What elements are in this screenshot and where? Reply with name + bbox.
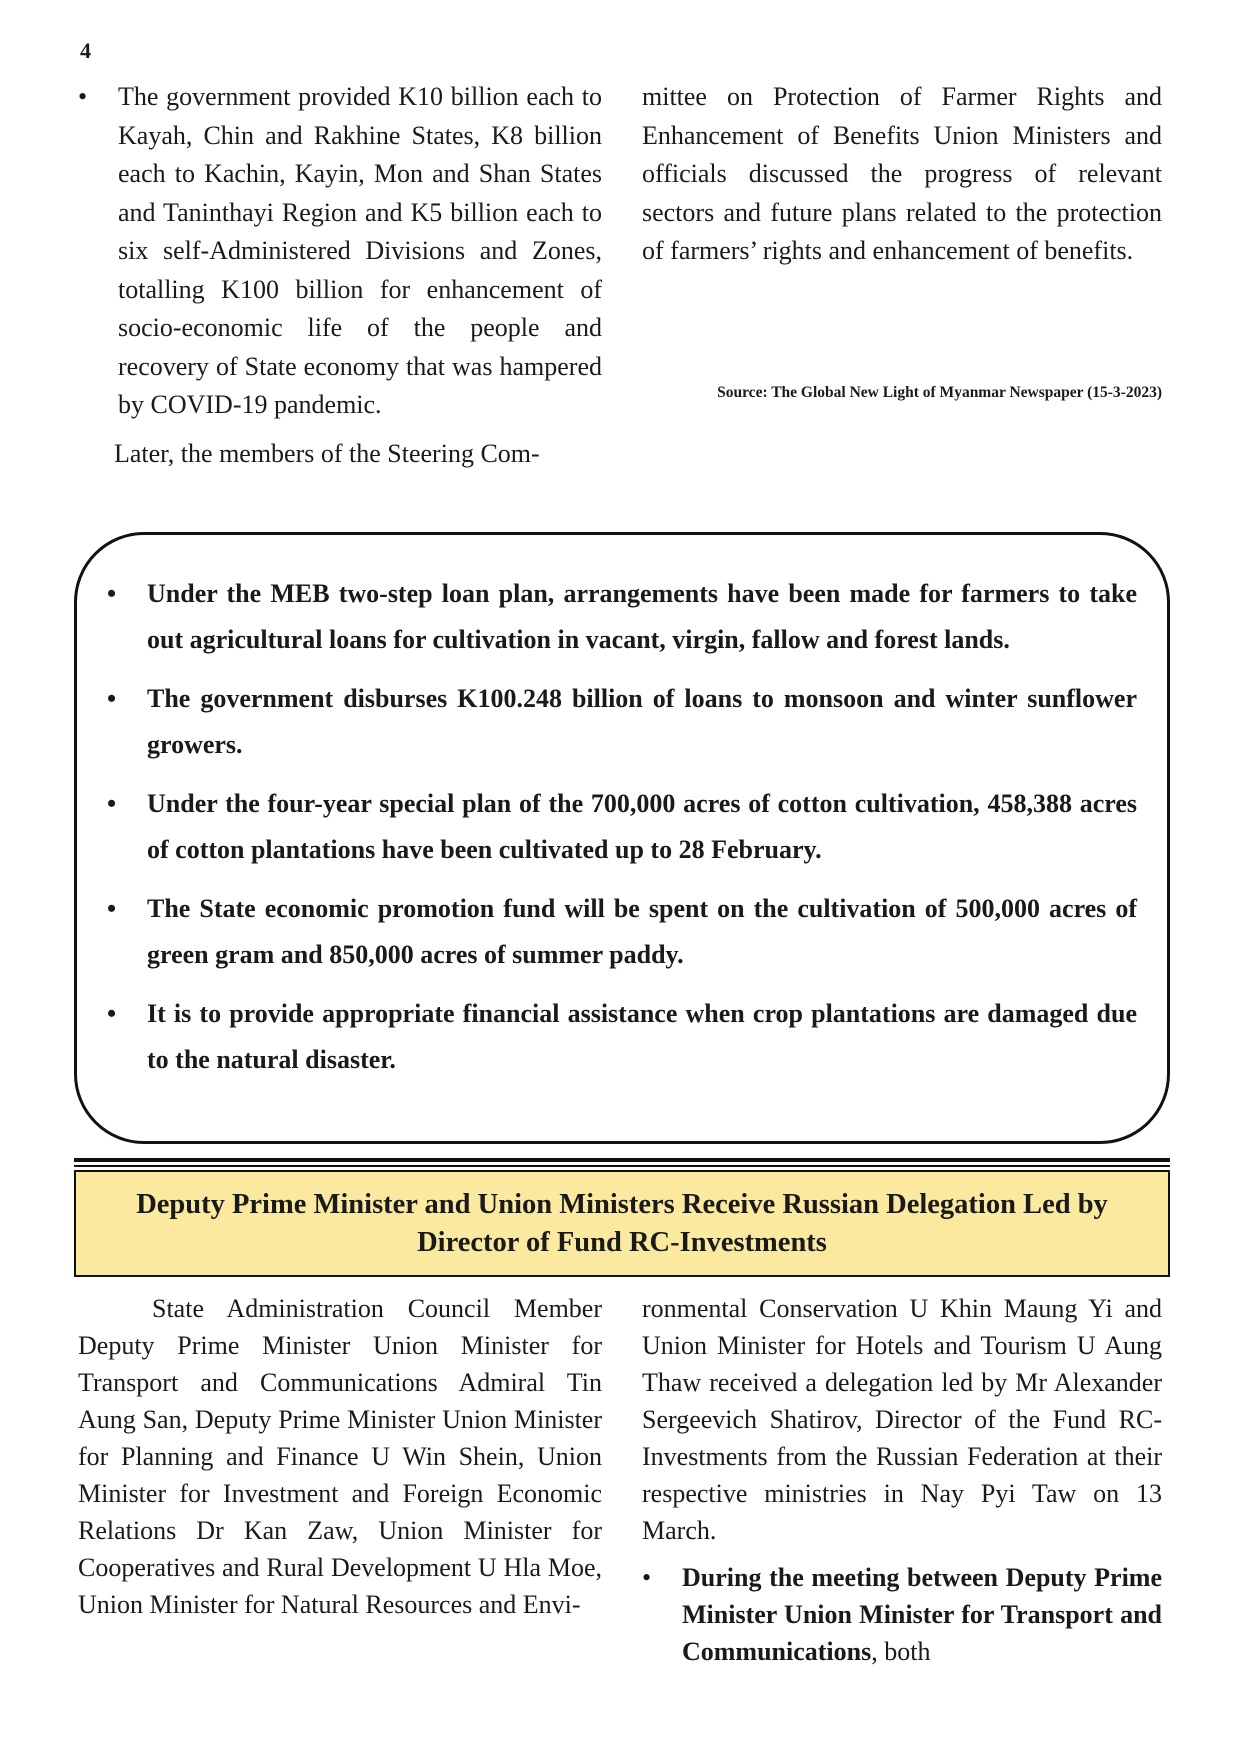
article1-left-column xyxy=(78,78,602,473)
article2-bullet xyxy=(642,1559,1162,1670)
article2-headline-box xyxy=(74,1170,1170,1277)
highlight-item: • The government disburses K100.248 billion of loans to monsoon and winter sunflower growers. xyxy=(107,676,1137,768)
article2-headline: Deputy Prime Minister and Union Ministers Receive Russian Delegation Led by Director of Fund RC-Investments xyxy=(136,1188,1108,1258)
article1-right-column xyxy=(642,78,1162,271)
article2-paragraph-left: State Administration Council Member Deputy Prime Minister Union Minister for Transport and Communications Admiral Tin Aung San, Deputy Prime Minister Union Minister for Planning and Finance U Win Shein, Union Minister for Investment and Foreign Economic Relations Dr Kan Zaw, Union Minister for Cooperatives and Rural Development U Hla Moe, Union Minister for Natural Resources and Envi- xyxy=(78,1294,602,1619)
section-divider-thin xyxy=(74,1165,1170,1167)
article2-bullet-rest: , both xyxy=(871,1637,931,1666)
article2-right-column xyxy=(642,1290,1162,1670)
article2-left-column xyxy=(78,1290,602,1623)
article2-paragraph-right: ronmental Conservation U Khin Maung Yi and Union Minister for Hotels and Tourism U Aung Thaw received a delegation led by Mr Alexander Sergeevich Shatirov, Director of the Fund RC-Investments from the Russian Federation at their respective ministries in Nay Pyi Taw on 13 March. xyxy=(642,1294,1162,1545)
highlight-item: • The State economic promotion fund will be spent on the cultivation of 500,000 acres of green gram and 850,000 acres of summer paddy. xyxy=(107,886,1137,978)
article2-bullet-bold: During the meeting between Deputy Prime Minister Union Minister for Transport and Communications xyxy=(682,1563,1162,1666)
highlight-item: • Under the four-year special plan of the 700,000 acres of cotton cultivation, 458,388 acres of cotton plantations have been cultivated up to 28 February. xyxy=(107,781,1137,873)
highlights-list xyxy=(107,571,1137,1096)
highlight-item: • It is to provide appropriate financial assistance when crop plantations are damaged due to the natural disaster. xyxy=(107,991,1137,1083)
article1-paragraph-right: mittee on Protection of Farmer Rights and Enhancement of Benefits Union Ministers and officials discussed the progress of relevant sectors and future plans related to the protection of farmers’ rights and enhancement of benefits. xyxy=(642,82,1162,265)
source-citation: Source: The Global New Light of Myanmar Newspaper (15-3-2023) xyxy=(717,384,1162,401)
article1-bullet: • The government provided K10 billion each to Kayah, Chin and Rakhine States, K8 billion each to Kachin, Kayin, Mon and Shan States and Taninthayi Region and K5 billion each to six self-Administered Divisions and Zones, totalling K100 billion for enhancement of socio-economic life of the people and recovery of State economy that was hampered by COVID-19 pandemic. xyxy=(78,78,602,425)
article1-paragraph-left: Later, the members of the Steering Com- xyxy=(114,438,540,468)
section-divider-thick xyxy=(74,1158,1170,1162)
highlights-callout-box xyxy=(74,532,1170,1144)
page-number: 4 xyxy=(80,38,91,63)
highlight-item: • Under the MEB two-step loan plan, arrangements have been made for farmers to take out agricultural loans for cultivation in vacant, virgin, fallow and forest lands. xyxy=(107,571,1137,663)
